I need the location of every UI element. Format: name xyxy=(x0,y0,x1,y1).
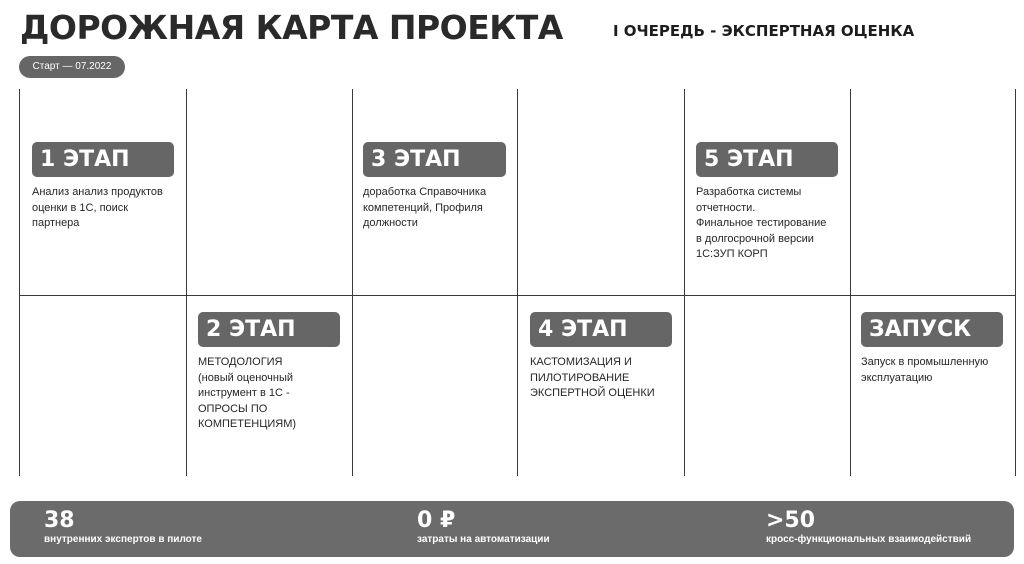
page-title: ДОРОЖНАЯ КАРТА ПРОЕКТА xyxy=(20,8,563,47)
stat-label: затраты на автоматизации xyxy=(417,534,550,545)
stat-value: 0 ₽ xyxy=(417,508,456,533)
stat-value: 38 xyxy=(44,508,75,533)
stat-label: внутренних экспертов в пилоте xyxy=(44,534,202,545)
page-subtitle: I ОЧЕРЕДЬ - ЭКСПЕРТНАЯ ОЦЕНКА xyxy=(613,22,915,40)
grid-divider xyxy=(1015,89,1016,476)
stage-description: Разработка системы отчетности. Финальное тестирование в долгосрочной версии 1С:ЗУП КОРП xyxy=(696,186,827,260)
grid-midline xyxy=(19,295,1016,296)
stat-costs xyxy=(417,508,550,546)
stat-experts xyxy=(44,508,202,546)
stage-description: Запуск в промышленную эксплуатацию xyxy=(861,356,989,384)
stats-bar xyxy=(10,501,1014,557)
grid-divider xyxy=(684,89,685,476)
stage-4 xyxy=(530,312,672,402)
stage-badge: 2 ЭТАП xyxy=(198,312,340,347)
stage-1 xyxy=(32,142,174,232)
stage-5 xyxy=(696,142,838,263)
stat-value: >50 xyxy=(766,508,816,533)
stage-badge: ЗАПУСК xyxy=(861,312,1003,347)
stage-description: МЕТОДОЛОГИЯ (новый оценочный инструмент в 1С - ОПРОСЫ ПО КОМПЕТЕНЦИЯМ) xyxy=(198,356,297,430)
stage-badge: 1 ЭТАП xyxy=(32,142,174,177)
stage-badge: 5 ЭТАП xyxy=(696,142,838,177)
stat-interactions xyxy=(766,508,971,546)
stage-description: доработка Справочника компетенций, Профиля должности xyxy=(363,186,487,229)
grid-divider xyxy=(850,89,851,476)
stat-label: кросс-функциональных взаимодействий xyxy=(766,534,972,545)
start-date-badge: Старт — 07.2022 xyxy=(19,56,125,78)
stage-description: КАСТОМИЗАЦИЯ И ПИЛОТИРОВАНИЕ ЭКСПЕРТНОЙ ОЦЕНКИ xyxy=(530,356,655,399)
grid-divider xyxy=(19,89,20,476)
grid-divider xyxy=(186,89,187,476)
grid-divider xyxy=(517,89,518,476)
stage-2 xyxy=(198,312,340,433)
stage-description: Анализ анализ продуктов оценки в 1С, поиск партнера xyxy=(32,186,163,229)
grid-divider xyxy=(352,89,353,476)
stage-badge: 3 ЭТАП xyxy=(363,142,506,177)
stage-3 xyxy=(363,142,506,232)
stage-badge: 4 ЭТАП xyxy=(530,312,672,347)
stage-launch xyxy=(861,312,1003,386)
